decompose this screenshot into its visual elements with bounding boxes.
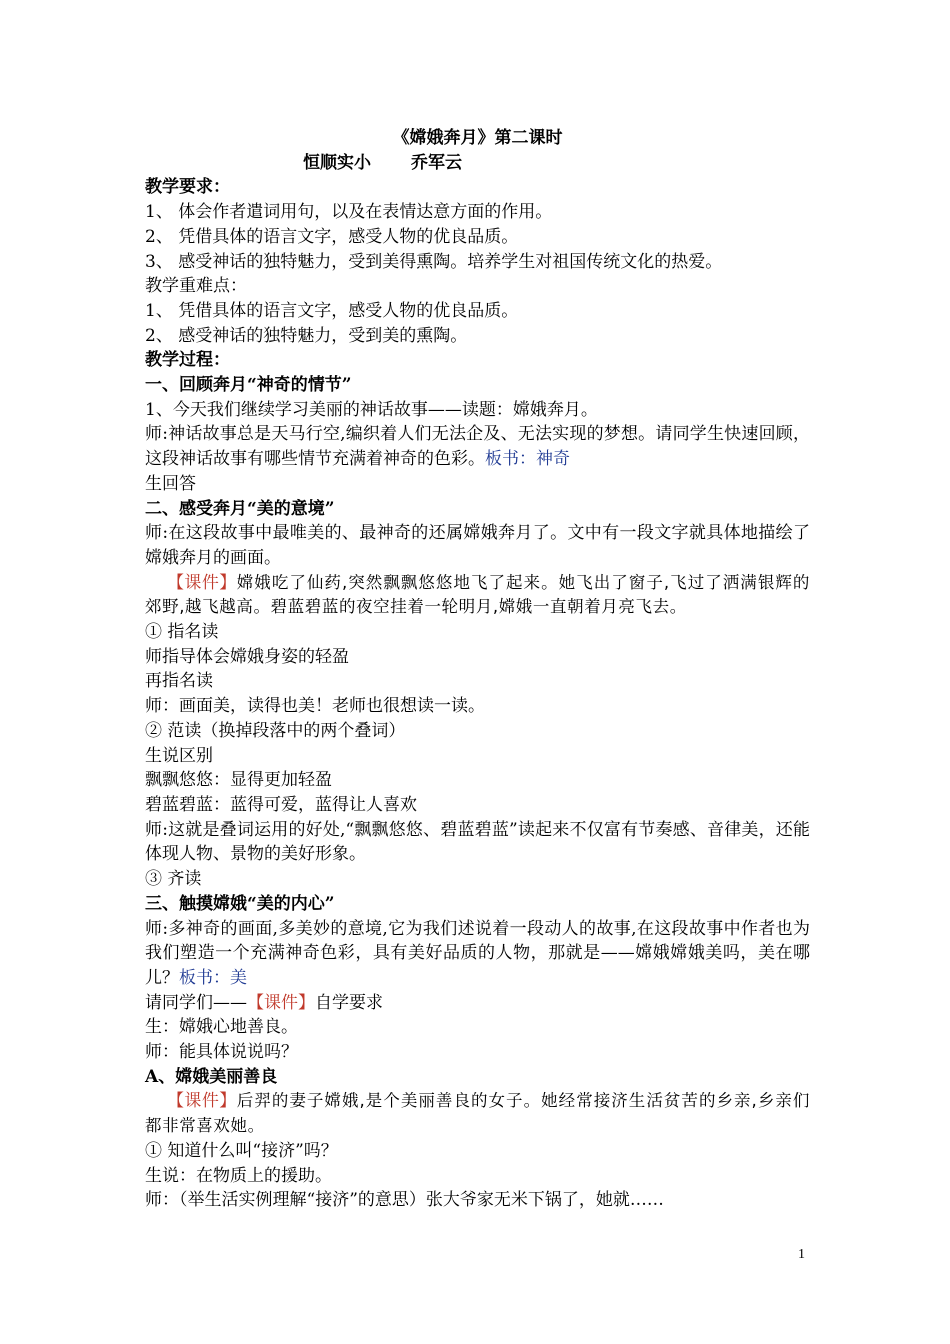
author-line [145, 151, 810, 176]
paragraph-text: 师:多神奇的画面,多美妙的意境,它为我们述说着一段动人的故事,在这段故事中作者也为我们塑造一个充满神奇色彩，具有美好品质的人物，那就是——嫦娥嫦娥美吗，美在哪儿？ [145, 918, 810, 988]
paragraph [145, 422, 810, 471]
document-title: 《嫦娥奔月》第二课时 [392, 128, 563, 148]
author-school: 恒顺实小 [303, 152, 371, 173]
paragraph [145, 991, 810, 1016]
section-heading: 一、回顾奔月“神奇的情节” [145, 375, 352, 396]
list-item: 生说区别 [145, 745, 213, 766]
list-item: 碧蓝碧蓝：蓝得可爱，蓝得让人喜欢 [145, 794, 417, 815]
section-heading: 三、触摸嫦娥“美的内心” [145, 893, 335, 914]
paragraph: 师：（举生活实例理解“接济”的意思）张大爷家无米下锅了，她就…… [145, 1190, 664, 1211]
list-item: ① 知道什么叫“接济”吗？ [145, 1140, 338, 1161]
requirements-heading: 教学要求： [145, 177, 230, 198]
list-item: ③ 齐读 [145, 869, 202, 890]
requirement-item: 2、 凭借具体的语言文字，感受人物的优良品质。 [145, 226, 519, 247]
difficulty-item: 1、 凭借具体的语言文字，感受人物的优良品质。 [145, 300, 519, 321]
difficulty-item: 2、 感受神话的独特魅力，受到美的熏陶。 [145, 325, 468, 346]
section-heading: 二、感受奔月“美的意境” [145, 498, 335, 519]
paragraph: 生：嫦娥心地善良。 [145, 1017, 298, 1038]
courseware-quote [145, 571, 810, 620]
list-item: ② 范读（换掉段落中的两个叠词） [145, 720, 406, 741]
paragraph: 师:在这段故事中最唯美的、最神奇的还属嫦娥奔月了。文中有一段文字就具体地描绘了嫦娥奔月的画面。 [145, 523, 810, 568]
process-heading: 教学过程： [145, 350, 230, 371]
paragraph: 生说：在物质上的援助。 [145, 1165, 332, 1186]
requirement-item: 3、 感受神话的独特魅力，受到美得熏陶。培养学生对祖国传统文化的热爱。 [145, 251, 723, 272]
board-note: 板书：美 [179, 967, 247, 988]
courseware-tag: 【课件】 [167, 572, 237, 593]
list-item: ① 指名读 [145, 622, 219, 643]
courseware-quote [145, 1089, 810, 1138]
paragraph: 1、今天我们继续学习美丽的神话故事——读题：嫦娥奔月。 [145, 399, 598, 420]
courseware-text: 嫦娥吃了仙药,突然飘飘悠悠地飞了起来。她飞出了窗子,飞过了洒满银辉的郊野,越飞越高。碧蓝碧蓝的夜空挂着一轮明月,嫦娥一直朝着月亮飞去。 [145, 572, 811, 617]
paragraph: 生回答 [145, 473, 196, 494]
board-note: 板书：神奇 [485, 449, 570, 470]
list-item: 师指导体会嫦娥身姿的轻盈 [145, 646, 349, 667]
author-name: 乔军云 [411, 152, 462, 173]
page-number: 1 [798, 1247, 805, 1262]
subsection-heading: A、嫦娥美丽善良 [145, 1066, 278, 1087]
courseware-tag: 【课件】 [167, 1091, 237, 1112]
paragraph-text: 请同学们—— [145, 992, 247, 1013]
paragraph [145, 917, 810, 991]
list-item: 师：画面美，读得也美！老师也很想读一读。 [145, 696, 485, 717]
list-item: 再指名读 [145, 671, 213, 692]
courseware-tag: 【课件】 [247, 992, 315, 1013]
paragraph-text: 师:神话故事总是天马行空,编织着人们无法企及、无法实现的梦想。请同学生快速回顾，这段神话故事有哪些情节充满着神奇的色彩。 [145, 424, 810, 470]
document-body [145, 126, 810, 1213]
list-item: 飘飘悠悠：显得更加轻盈 [145, 770, 332, 791]
paragraph-text: 自学要求 [315, 992, 383, 1013]
difficulties-heading: 教学重难点： [145, 276, 247, 297]
requirement-item: 1、 体会作者遣词用句，以及在表情达意方面的作用。 [145, 202, 553, 223]
paragraph: 师：能具体说说吗？ [145, 1042, 298, 1063]
courseware-text: 后羿的妻子嫦娥,是个美丽善良的女子。她经常接济生活贫苦的乡亲,乡亲们都非常喜欢她。 [145, 1091, 811, 1136]
paragraph: 师:这就是叠词运用的好处,“飘飘悠悠、碧蓝碧蓝”读起来不仅富有节奏感、音律美，还能体现人物、景物的美好形象。 [145, 819, 810, 865]
